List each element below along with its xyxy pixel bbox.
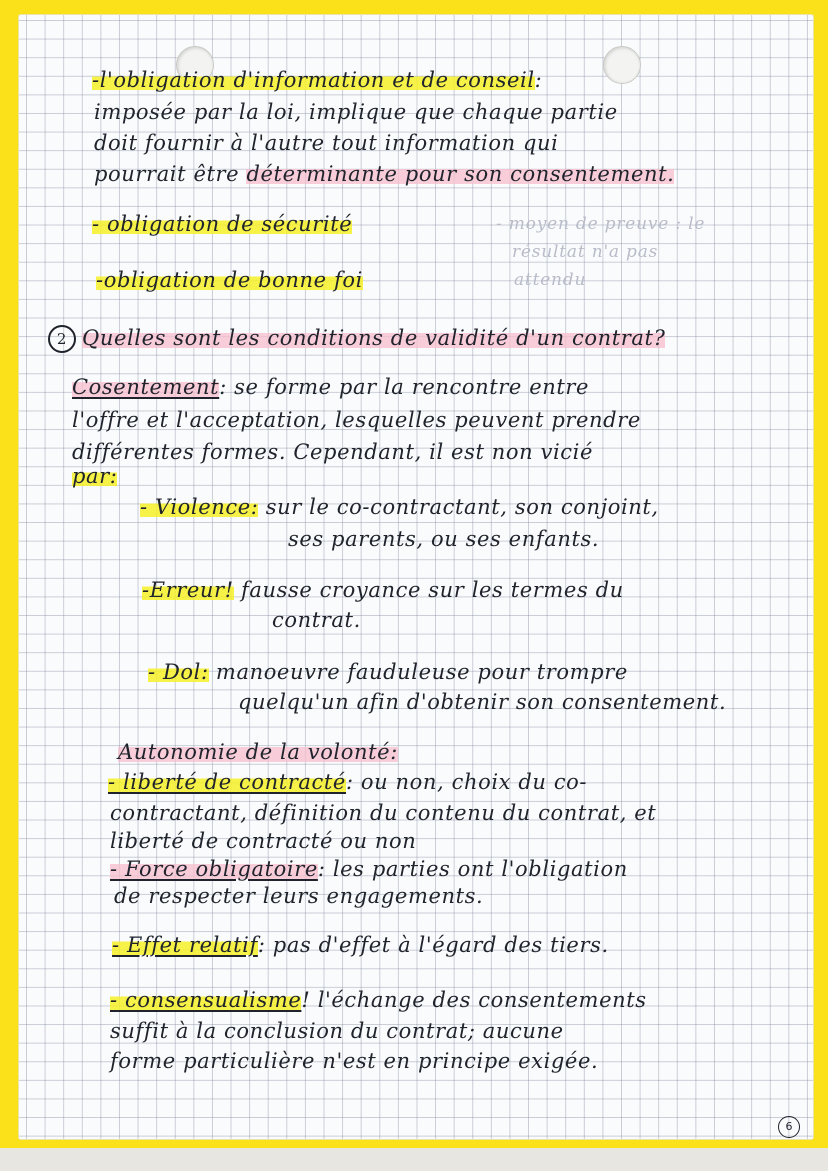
faint-note-1: - moyen de preuve : le: [496, 214, 706, 234]
note-line-4: [94, 162, 674, 186]
text: : pas d'effet à l'égard des tiers.: [257, 933, 609, 957]
dol-line-1: [148, 660, 628, 684]
highlighted-term: - liberté de contracté: [108, 770, 346, 794]
consensualisme-line-1: [110, 988, 647, 1012]
consensualisme-line-2: suffit à la conclusion du contrat; aucune: [110, 1019, 564, 1043]
text: : ou non, choix du co-: [345, 770, 588, 794]
binder-hole: [603, 46, 641, 84]
highlighted-term: -l'obligation d'information et de conseil: [92, 68, 535, 92]
highlighted-term: Autonomie de la volonté:: [118, 740, 398, 764]
text: : les parties ont l'obligation: [317, 857, 628, 881]
consent-line-1: [72, 375, 589, 399]
highlighted-term: - Dol:: [148, 660, 209, 684]
violence-line-1: [140, 495, 659, 519]
highlighted-term: -obligation de bonne foi: [96, 268, 363, 292]
text: :: [534, 68, 543, 92]
question-number-badge: 2: [48, 325, 76, 353]
autonomie-heading: [118, 740, 398, 764]
autonomie-line-5: [110, 857, 628, 881]
autonomie-line-4: liberté de contracté ou non: [110, 829, 417, 853]
highlighted-term: Cosentement: [72, 375, 220, 399]
consent-line-4: [72, 464, 117, 488]
autonomie-line-3: contractant, définition du contenu du contrat, et: [110, 801, 657, 825]
autonomie-line-6: de respecter leurs engagements.: [114, 884, 484, 908]
question-2: [48, 325, 665, 353]
question-text: Quelles sont les conditions de validité d'un contrat?: [82, 325, 666, 350]
highlighted-term: - consensualisme: [110, 988, 302, 1012]
consensualisme-line-3: forme particulière n'est en principe exigée.: [110, 1049, 599, 1073]
faint-note-3: attendu: [514, 270, 587, 290]
highlighted-term: -Erreur!: [142, 578, 234, 602]
note-line-2: imposée par la loi, implique que chaque partie: [94, 100, 618, 124]
highlighted-term: - Effet relatif: [112, 933, 258, 957]
highlighted-term: par:: [72, 464, 118, 488]
erreur-line-2: contrat.: [272, 608, 361, 632]
text: manoeuvre fauduleuse pour trompre: [208, 660, 628, 684]
highlighted-term: - Force obligatoire: [110, 857, 318, 881]
obligation-bonne-foi: [96, 268, 363, 292]
note-line-1: [92, 68, 542, 92]
faint-note-2: résultat n'a pas: [512, 242, 659, 262]
autonomie-line-2: [108, 770, 587, 794]
page-number: 6: [778, 1116, 800, 1138]
obligation-securite: [92, 212, 352, 236]
text: fausse croyance sur les termes du: [233, 578, 624, 602]
violence-line-2: ses parents, ou ses enfants.: [288, 527, 600, 551]
consent-line-2: l'offre et l'acceptation, lesquelles peuvent prendre: [72, 408, 641, 432]
highlighted-term: déterminante pour son consentement.: [246, 162, 675, 186]
text: sur le co-contractant, son conjoint,: [258, 495, 659, 519]
effet-relatif-line: [112, 933, 609, 957]
erreur-line-1: [142, 578, 624, 602]
highlighted-term: - obligation de sécurité: [92, 212, 353, 236]
consent-line-3: différentes formes. Cependant, il est non vicié: [72, 440, 594, 464]
table-surface: [0, 1148, 828, 1171]
text: pourrait être: [94, 162, 247, 186]
dol-line-2: quelqu'un afin d'obtenir son consentement.: [238, 690, 727, 714]
text: : se forme par la rencontre entre: [219, 375, 590, 399]
note-line-3: doit fournir à l'autre tout information qui: [94, 131, 559, 155]
text: ! l'échange des consentements: [301, 988, 647, 1012]
highlighted-term: - Violence:: [140, 495, 259, 519]
